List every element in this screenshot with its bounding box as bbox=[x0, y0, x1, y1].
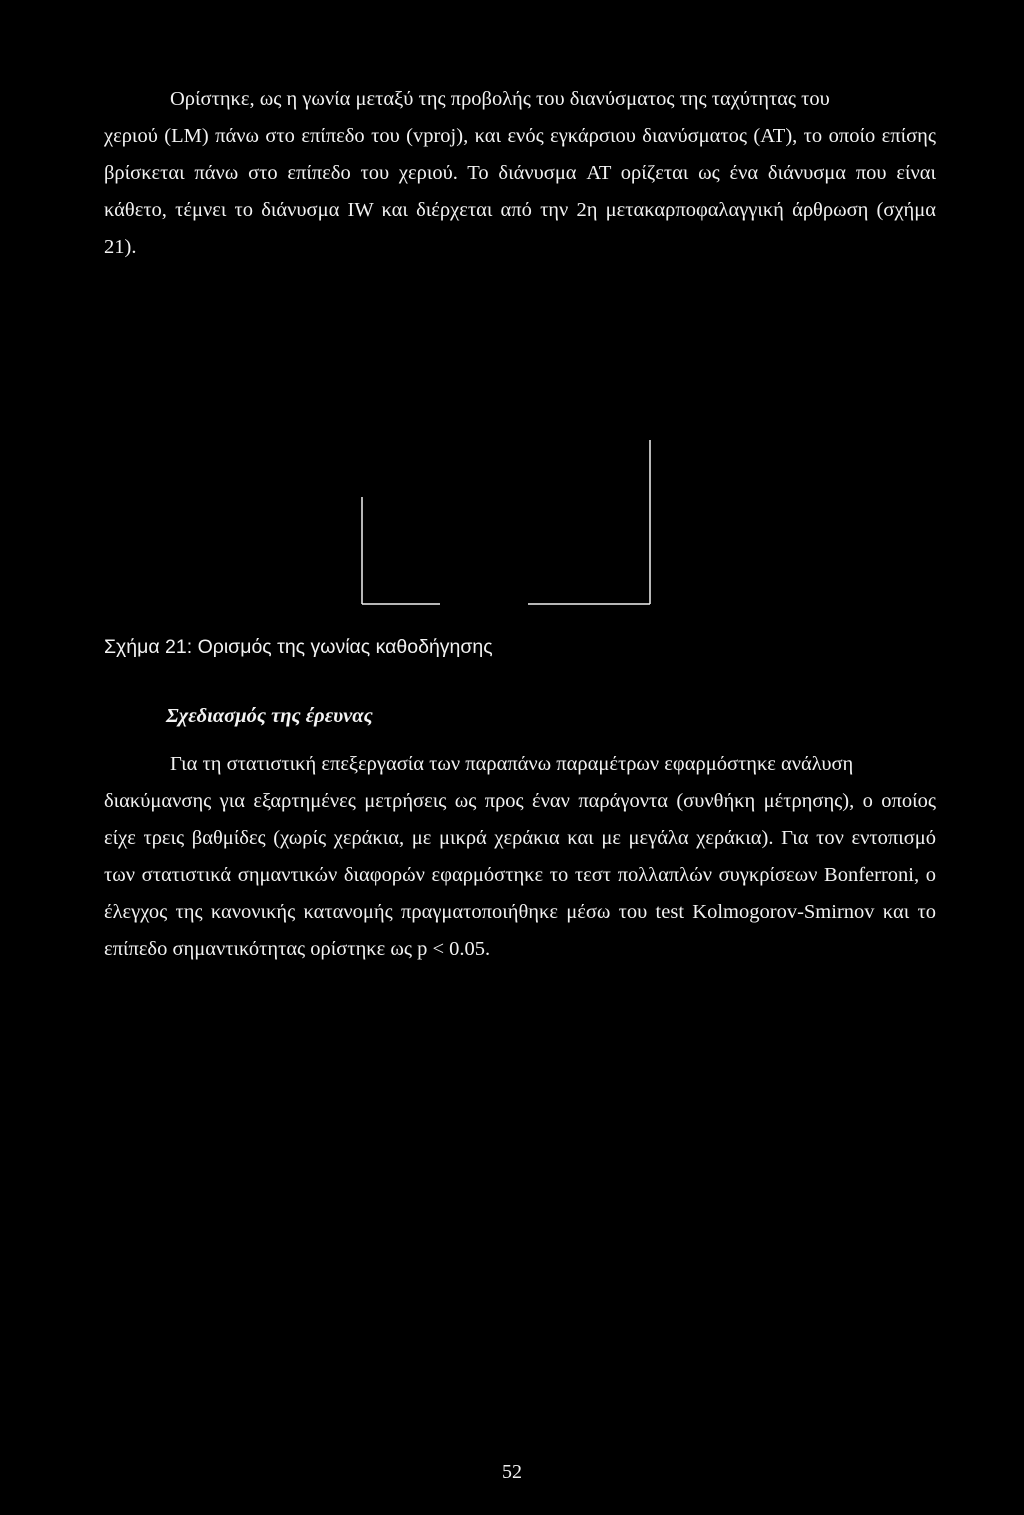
body-paragraph bbox=[104, 81, 936, 266]
paragraph-continuation: χεριού (LM) πάνω στο επίπεδο του (vproj), και ενός εγκάρσιου διανύσματος (AT), το οποίο επίσης βρίσκεται πάνω στο επίπεδο του χεριού. Το διάνυσμα AT ορίζεται ως ένα διάνυσμα που είναι κάθετο, τέμνει το διάνυσμα IW και διέρχεται από την 2η μετακαρποφαλαγγική άρθρωση (σχήμα 21). bbox=[104, 125, 936, 258]
section-heading: Σχεδιασμός της έρευνας bbox=[166, 705, 373, 727]
paragraph-continuation: διακύμανσης για εξαρτημένες μετρήσεις ως προς έναν παράγοντα (συνθήκη μέτρησης), ο οποίος είχε τρεις βαθμίδες (χωρίς χεράκια, με μικρά χεράκια και με μεγάλα χεράκια). Για τον εντοπισμό των στατιστικά σημαντικών διαφορών εφαρμόστηκε το τεστ πολλαπλών συγκρίσεων Bonferroni, ο έλεγχος της κανονικής κατανομής πραγματοποιήθηκε μέσω του test Kolmogorov-Smirnov και το επίπεδο σημαντικότητας ορίστηκε ως p < 0.05. bbox=[104, 790, 936, 960]
paragraph-first-line: Για τη στατιστική επεξεργασία των παραπάνω παραμέτρων εφαρμόστηκε ανάλυση bbox=[170, 753, 854, 775]
figure-caption: Σχήμα 21: Ορισμός της γωνίας καθοδήγησης bbox=[104, 636, 493, 658]
page-number: 52 bbox=[502, 1461, 522, 1483]
body-paragraph bbox=[104, 746, 936, 968]
paragraph-first-line: Ορίστηκε, ως η γωνία μεταξύ της προβολής του διανύσματος της ταχύτητας του bbox=[170, 88, 830, 110]
